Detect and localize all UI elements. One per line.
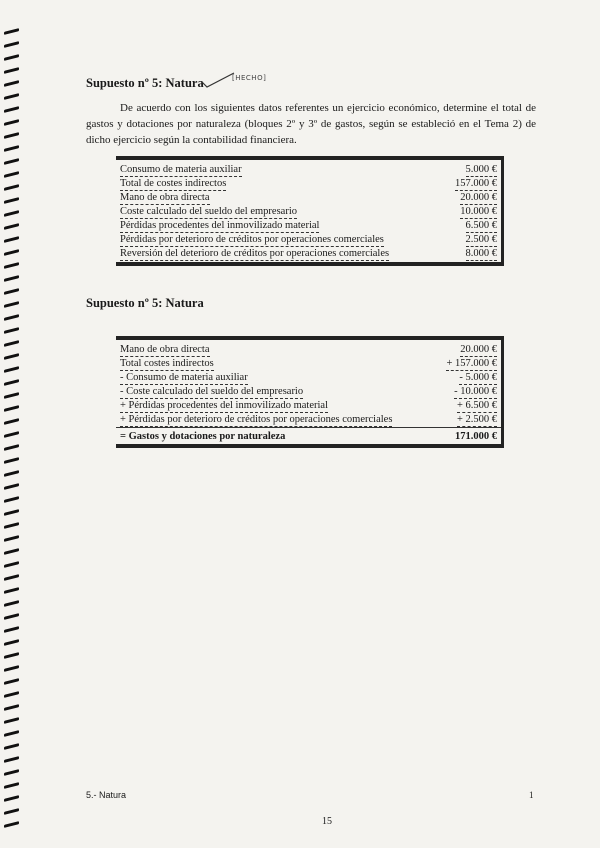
row-label: - Coste calculado del sueldo del empresario (120, 386, 304, 397)
total-value: 171.000 € (455, 431, 497, 442)
problem-statement-text: De acuerdo con los siguientes datos referentes un ejercicio económico, determine el total de gastos y dotaciones por naturaleza (bloques 2º y 3º de gastos, según se estableció en el Tema 2) de dicho ejercicio según la contabilidad financiera. (86, 102, 536, 146)
footer-chapter: 5.- Natura (86, 790, 127, 800)
row-value: 5.000 € (465, 164, 497, 175)
spiral-mark (4, 665, 19, 672)
spiral-mark (4, 275, 19, 282)
spiral-mark (4, 756, 19, 763)
row-value: + 6.500 € (456, 400, 497, 411)
spiral-mark (4, 509, 19, 516)
spiral-mark (4, 470, 19, 477)
spiral-mark (4, 327, 19, 334)
spiral-mark (4, 535, 19, 542)
spiral-mark (4, 808, 19, 815)
table-row (116, 357, 501, 371)
section2-title: Supuesto nº 5: Natura (86, 296, 204, 310)
row-value: + 2.500 € (456, 414, 497, 425)
spiral-mark (4, 691, 19, 698)
table-row (116, 177, 501, 191)
row-value: - 10.000 € (454, 386, 497, 397)
spiral-mark (4, 340, 19, 347)
spiral-mark (4, 652, 19, 659)
spiral-mark (4, 28, 19, 35)
spiral-mark (4, 769, 19, 776)
spiral-mark (4, 574, 19, 581)
spiral-mark (4, 613, 19, 620)
solution-table (116, 336, 504, 448)
row-value: + 157.000 € (446, 358, 497, 369)
row-label: Total de costes indirectos (120, 178, 227, 189)
row-label: Pérdidas por deterioro de créditos por operaciones comerciales (120, 234, 384, 245)
row-label: Mano de obra directa (120, 344, 210, 355)
row-label: Coste calculado del sueldo del empresario (120, 206, 297, 217)
spiral-mark (4, 54, 19, 61)
row-value: 8.000 € (465, 248, 497, 259)
row-value: - 5.000 € (459, 372, 497, 383)
row-label: Mano de obra directa (120, 192, 210, 203)
table-row (116, 385, 501, 399)
spiral-mark (4, 561, 19, 568)
page-number: 15 (322, 816, 332, 827)
spiral-mark (4, 93, 19, 100)
spiral-mark (4, 197, 19, 204)
spiral-mark (4, 626, 19, 633)
table-row (116, 247, 501, 261)
spiral-mark (4, 457, 19, 464)
problem-statement (86, 100, 536, 148)
spiral-mark (4, 210, 19, 217)
row-value: 6.500 € (465, 220, 497, 231)
spiral-mark (4, 67, 19, 74)
spiral-mark (4, 288, 19, 295)
spiral-mark (4, 158, 19, 165)
table-row (116, 413, 501, 427)
table-row (116, 191, 501, 205)
spiral-mark (4, 132, 19, 139)
spiral-mark (4, 184, 19, 191)
row-value: 10.000 € (460, 206, 497, 217)
footer-right-number: 1 (529, 790, 534, 800)
spiral-mark (4, 106, 19, 113)
spiral-binding (4, 30, 24, 840)
spiral-mark (4, 314, 19, 321)
spiral-mark (4, 600, 19, 607)
spiral-mark (4, 119, 19, 126)
spiral-mark (4, 392, 19, 399)
spiral-mark (4, 366, 19, 373)
row-label: + Pérdidas por deterioro de créditos por operaciones comerciales (120, 414, 393, 425)
row-value: 157.000 € (455, 178, 497, 189)
spiral-mark (4, 223, 19, 230)
spiral-mark (4, 80, 19, 87)
spiral-mark (4, 418, 19, 425)
spiral-mark (4, 717, 19, 724)
row-label: Pérdidas procedentes del inmovilizado material (120, 220, 320, 231)
spiral-mark (4, 821, 19, 828)
table-row (116, 233, 501, 247)
table-row (116, 219, 501, 233)
spiral-mark (4, 483, 19, 490)
row-label: - Consumo de materia auxiliar (120, 372, 248, 383)
table-row (116, 205, 501, 219)
spiral-mark (4, 379, 19, 386)
table-row (116, 163, 501, 177)
spiral-mark (4, 678, 19, 685)
row-value: 20.000 € (460, 344, 497, 355)
spiral-mark (4, 795, 19, 802)
section1-title: Supuesto nº 5: Natura (86, 76, 204, 90)
spiral-mark (4, 782, 19, 789)
spiral-mark (4, 249, 19, 256)
spiral-mark (4, 743, 19, 750)
spiral-mark (4, 405, 19, 412)
row-label: Reversión del deterioro de créditos por operaciones comerciales (120, 248, 390, 259)
row-label: Consumo de materia auxiliar (120, 164, 242, 175)
spiral-mark (4, 262, 19, 269)
row-value: 20.000 € (460, 192, 497, 203)
spiral-mark (4, 730, 19, 737)
row-label: Total costes indirectos (120, 358, 214, 369)
spiral-mark (4, 236, 19, 243)
spiral-mark (4, 301, 19, 308)
data-table (116, 156, 504, 266)
total-label: = Gastos y dotaciones por naturaleza (120, 431, 286, 442)
spiral-mark (4, 639, 19, 646)
table-row (116, 399, 501, 413)
handwritten-note: [HECHO] (232, 74, 267, 82)
spiral-mark (4, 353, 19, 360)
checkmark-icon (200, 70, 236, 90)
spiral-mark (4, 431, 19, 438)
row-label: + Pérdidas procedentes del inmovilizado material (120, 400, 328, 411)
spiral-mark (4, 444, 19, 451)
table-row (116, 343, 501, 357)
spiral-mark (4, 496, 19, 503)
spiral-mark (4, 704, 19, 711)
row-value: 2.500 € (465, 234, 497, 245)
spiral-mark (4, 522, 19, 529)
spiral-mark (4, 587, 19, 594)
total-row (116, 427, 501, 443)
spiral-mark (4, 171, 19, 178)
spiral-mark (4, 548, 19, 555)
spiral-mark (4, 41, 19, 48)
spiral-mark (4, 145, 19, 152)
table-row (116, 371, 501, 385)
